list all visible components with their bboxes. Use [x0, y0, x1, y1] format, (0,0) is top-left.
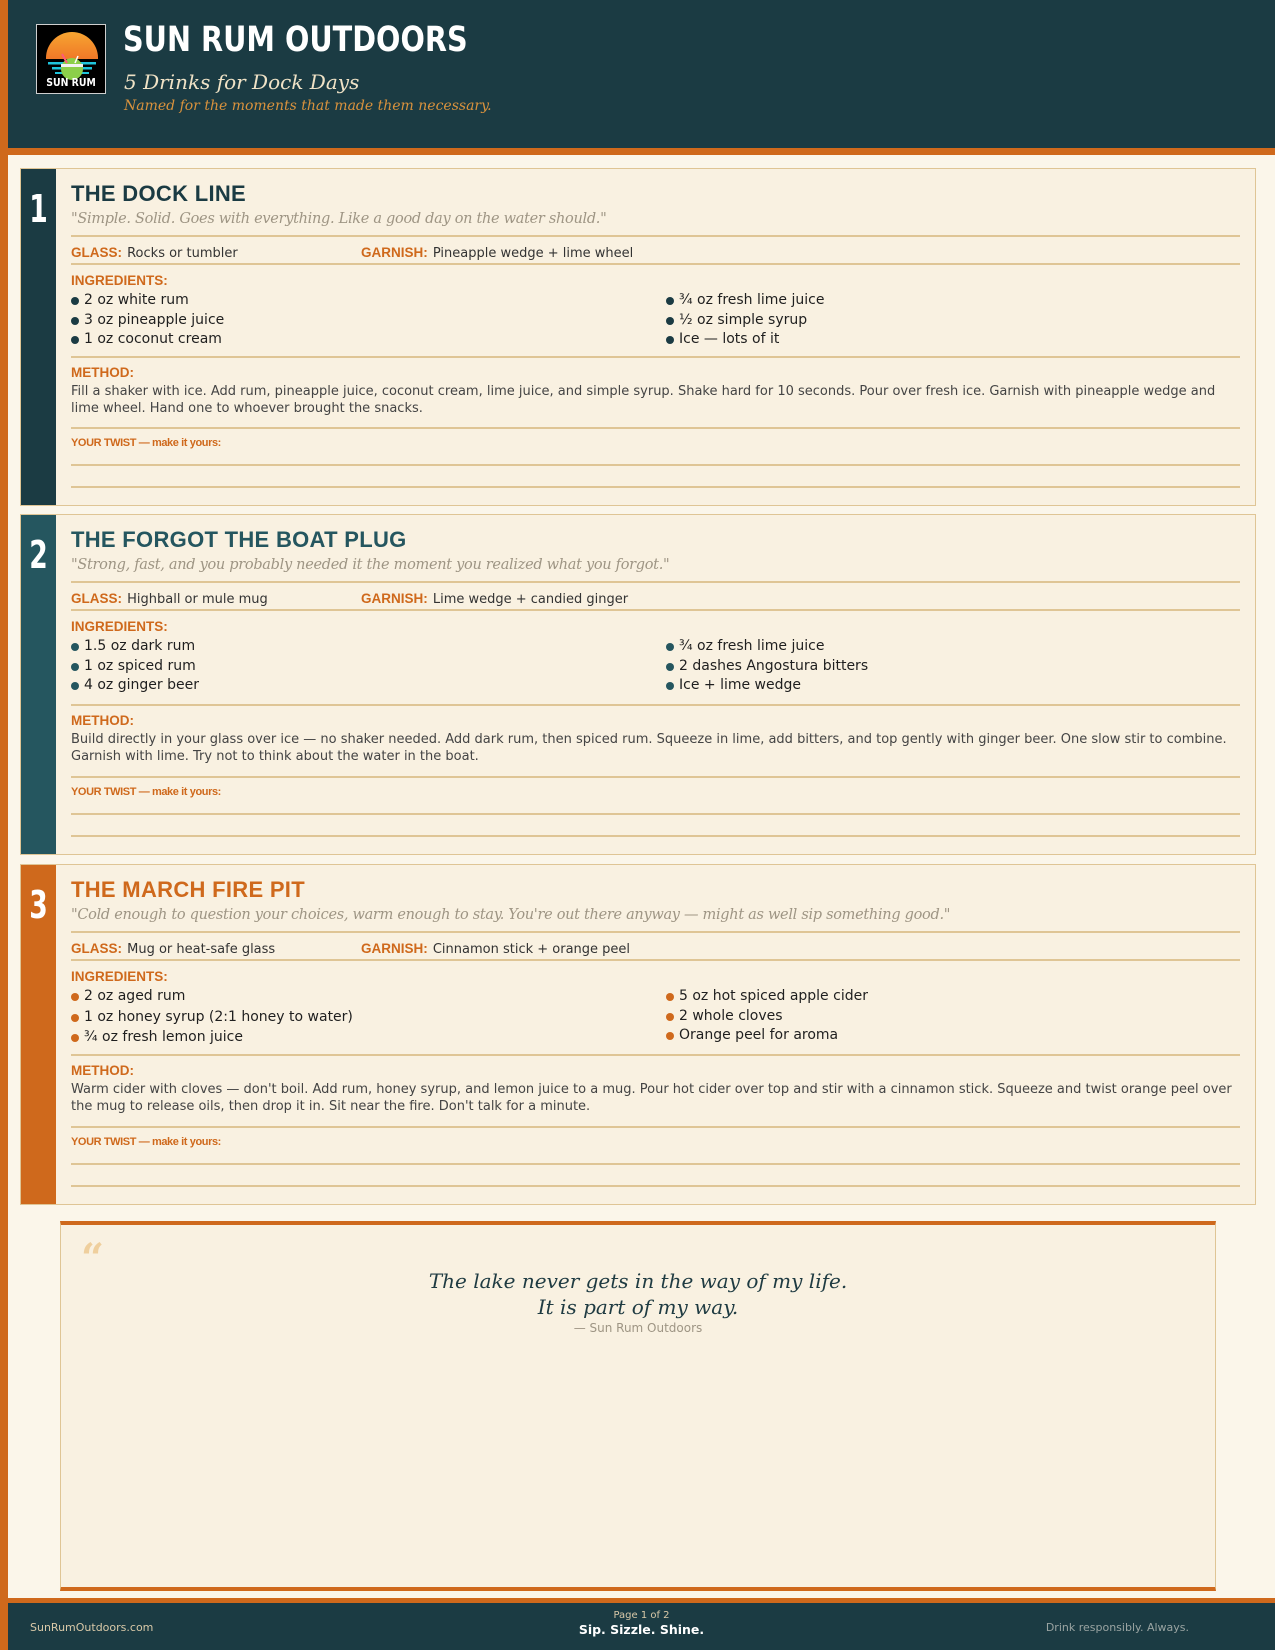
ingredients-label: INGREDIENTS:	[71, 969, 168, 984]
bullet-icon	[71, 993, 79, 1001]
ingredient-item: Ice + lime wedge	[666, 676, 868, 696]
ingredient-item: ½ oz simple syrup	[666, 311, 824, 331]
quote-mark-icon: “	[81, 1235, 105, 1282]
page-number: Page 1 of 2	[613, 1610, 670, 1621]
ingredient-item: 3 oz pineapple juice	[71, 311, 224, 331]
bullet-icon	[666, 336, 674, 344]
bullet-icon	[71, 682, 79, 690]
pull-quote-line-1: The lake never gets in the way of my life.	[428, 1269, 848, 1293]
logo-text: SUN RUM	[46, 76, 96, 89]
method-label: METHOD:	[71, 365, 134, 380]
bullet-icon	[71, 643, 79, 651]
ingredient-item: Ice — lots of it	[666, 330, 824, 350]
ingredients-list-right	[666, 291, 824, 350]
glass-label: GLASS:	[71, 941, 123, 956]
footer-slogan: Sip. Sizzle. Shine.	[578, 1622, 705, 1637]
recipe-title: THE MARCH FIRE PIT	[71, 877, 305, 902]
divider	[71, 931, 1240, 933]
bullet-icon	[71, 1014, 79, 1022]
page-footer	[8, 1603, 1275, 1650]
bullet-icon	[666, 682, 674, 690]
recipe-number: 3	[29, 883, 48, 927]
divider	[71, 356, 1240, 358]
ingredients-list-left	[71, 291, 224, 350]
recipe-quote: "Strong, fast, and you probably needed it the moment you realized what you forgot."	[71, 557, 670, 573]
garnish-value: Lime wedge + candied ginger	[432, 592, 629, 607]
ingredient-item: Orange peel for aroma	[666, 1026, 868, 1046]
method-text: Build directly in your glass over ice — no shaker needed. Add dark rum, then spiced rum. Squeeze in lime, add bitters, and top gently with ginger beer. One slow stir to combine. Garnish with lime. Try not to think about the water in the boat.	[71, 732, 1227, 764]
bullet-icon	[666, 317, 674, 325]
garnish-value: Cinnamon stick + orange peel	[432, 942, 631, 957]
twist-write-line[interactable]	[71, 1185, 1240, 1187]
ingredient-item: ¾ oz fresh lemon juice	[71, 1028, 353, 1048]
ingredient-item: ¾ oz fresh lime juice	[666, 637, 868, 657]
method-text: Fill a shaker with ice. Add rum, pineapple juice, coconut cream, lime juice, and simple syrup. Shake hard for 10 seconds. Pour over fresh ice. Garnish with pineapple wedge and lime wheel. Hand one to whoever brought the snacks.	[71, 384, 1216, 416]
glass-value: Rocks or tumbler	[127, 246, 238, 261]
ingredients-list-right	[666, 987, 868, 1046]
glass-label: GLASS:	[71, 245, 123, 260]
garnish-value: Pineapple wedge + lime wheel	[432, 246, 634, 261]
divider	[71, 776, 1240, 778]
ingredient-item: 2 whole cloves	[666, 1007, 868, 1027]
bullet-icon	[71, 336, 79, 344]
garnish-label: GARNISH:	[361, 245, 428, 260]
garnish-label: GARNISH:	[361, 941, 428, 956]
recipe-number: 2	[29, 533, 48, 577]
recipe-card-1	[20, 168, 1256, 506]
footer-website[interactable]: SunRumOutdoors.com	[30, 1621, 154, 1634]
twist-write-line[interactable]	[71, 1163, 1240, 1165]
footer-disclaimer: Drink responsibly. Always.	[1045, 1621, 1189, 1634]
bullet-icon	[666, 643, 674, 651]
bullet-icon	[666, 1032, 674, 1040]
twist-write-line[interactable]	[71, 464, 1240, 466]
bullet-icon	[71, 317, 79, 325]
glass-label: GLASS:	[71, 591, 123, 606]
recipe-card-3	[20, 864, 1256, 1205]
bullet-icon	[71, 297, 79, 305]
garnish-label: GARNISH:	[361, 591, 428, 606]
divider	[71, 959, 1240, 961]
bullet-icon	[666, 1013, 674, 1021]
recipe-title: THE FORGOT THE BOAT PLUG	[71, 527, 407, 552]
ingredient-item: 2 oz white rum	[71, 291, 224, 311]
ingredient-item: 2 oz aged rum	[71, 987, 353, 1008]
ingredients-list-left	[71, 987, 353, 1048]
ingredient-item: ¾ oz fresh lime juice	[666, 291, 824, 311]
pull-quote-text	[61, 1268, 1215, 1320]
divider	[71, 1054, 1240, 1056]
twist-label: YOUR TWIST — make it yours:	[71, 437, 221, 449]
pull-quote-attribution: — Sun Rum Outdoors	[573, 1321, 703, 1335]
recipe-card-2	[20, 514, 1256, 855]
ingredients-label: INGREDIENTS:	[71, 273, 168, 288]
twist-write-line[interactable]	[71, 813, 1240, 815]
method-label: METHOD:	[71, 713, 134, 728]
page-subtitle: 5 Drinks for Dock Days	[124, 70, 360, 94]
ingredients-label: INGREDIENTS:	[71, 619, 168, 634]
pull-quote-line-2: It is part of my way.	[537, 1295, 739, 1319]
ingredient-item: 5 oz hot spiced apple cider	[666, 987, 868, 1007]
method-label: METHOD:	[71, 1063, 134, 1078]
brand-title: SUN RUM OUTDOORS	[123, 20, 468, 60]
recipe-number: 1	[29, 187, 48, 231]
recipe-number-column	[21, 865, 56, 1204]
recipe-quote: "Cold enough to question your choices, warm enough to stay. You're out there anyway — might as well sip something good."	[71, 907, 951, 923]
header-accent-stripe	[8, 148, 1275, 155]
divider	[71, 263, 1240, 265]
recipe-quote: "Simple. Solid. Goes with everything. Like a good day on the water should."	[71, 211, 607, 227]
ingredient-item: 4 oz ginger beer	[71, 676, 199, 696]
recipe-number-column	[21, 169, 56, 505]
twist-write-line[interactable]	[71, 835, 1240, 837]
ingredients-list-right	[666, 637, 868, 696]
twist-label: YOUR TWIST — make it yours:	[71, 786, 221, 798]
bullet-icon	[666, 663, 674, 671]
sun-rum-logo	[36, 24, 106, 94]
bullet-icon	[666, 297, 674, 305]
recipe-number-column	[21, 515, 56, 854]
bullet-icon	[71, 1034, 79, 1042]
ingredients-list-left	[71, 637, 199, 696]
glass-value: Highball or mule mug	[127, 592, 268, 607]
page-tagline: Named for the moments that made them necessary.	[124, 98, 492, 114]
divider	[71, 581, 1240, 583]
method-text: Warm cider with cloves — don't boil. Add rum, honey syrup, and lemon juice to a mug. Pour hot cider over top and stir with a cinnamon stick. Squeeze and twist orange peel over the mug to release oils, then drop it in. Sit near the fire. Don't talk for a minute.	[71, 1082, 1232, 1114]
ingredient-item: 1 oz spiced rum	[71, 657, 199, 677]
ingredient-item: 1 oz coconut cream	[71, 330, 224, 350]
twist-label: YOUR TWIST — make it yours:	[71, 1136, 221, 1148]
divider	[71, 427, 1240, 429]
glass-value: Mug or heat-safe glass	[127, 942, 276, 957]
bullet-icon	[666, 993, 674, 1001]
ingredient-item: 1.5 oz dark rum	[71, 637, 199, 657]
divider	[71, 1126, 1240, 1128]
left-accent-bar	[0, 0, 8, 1650]
pull-quote-box	[60, 1221, 1216, 1591]
twist-write-line[interactable]	[71, 486, 1240, 488]
divider	[71, 609, 1240, 611]
ingredient-item: 1 oz honey syrup (2:1 honey to water)	[71, 1008, 353, 1029]
divider	[71, 235, 1240, 237]
bullet-icon	[71, 663, 79, 671]
recipe-title: THE DOCK LINE	[71, 181, 247, 206]
ingredient-item: 2 dashes Angostura bitters	[666, 657, 868, 677]
divider	[71, 704, 1240, 706]
